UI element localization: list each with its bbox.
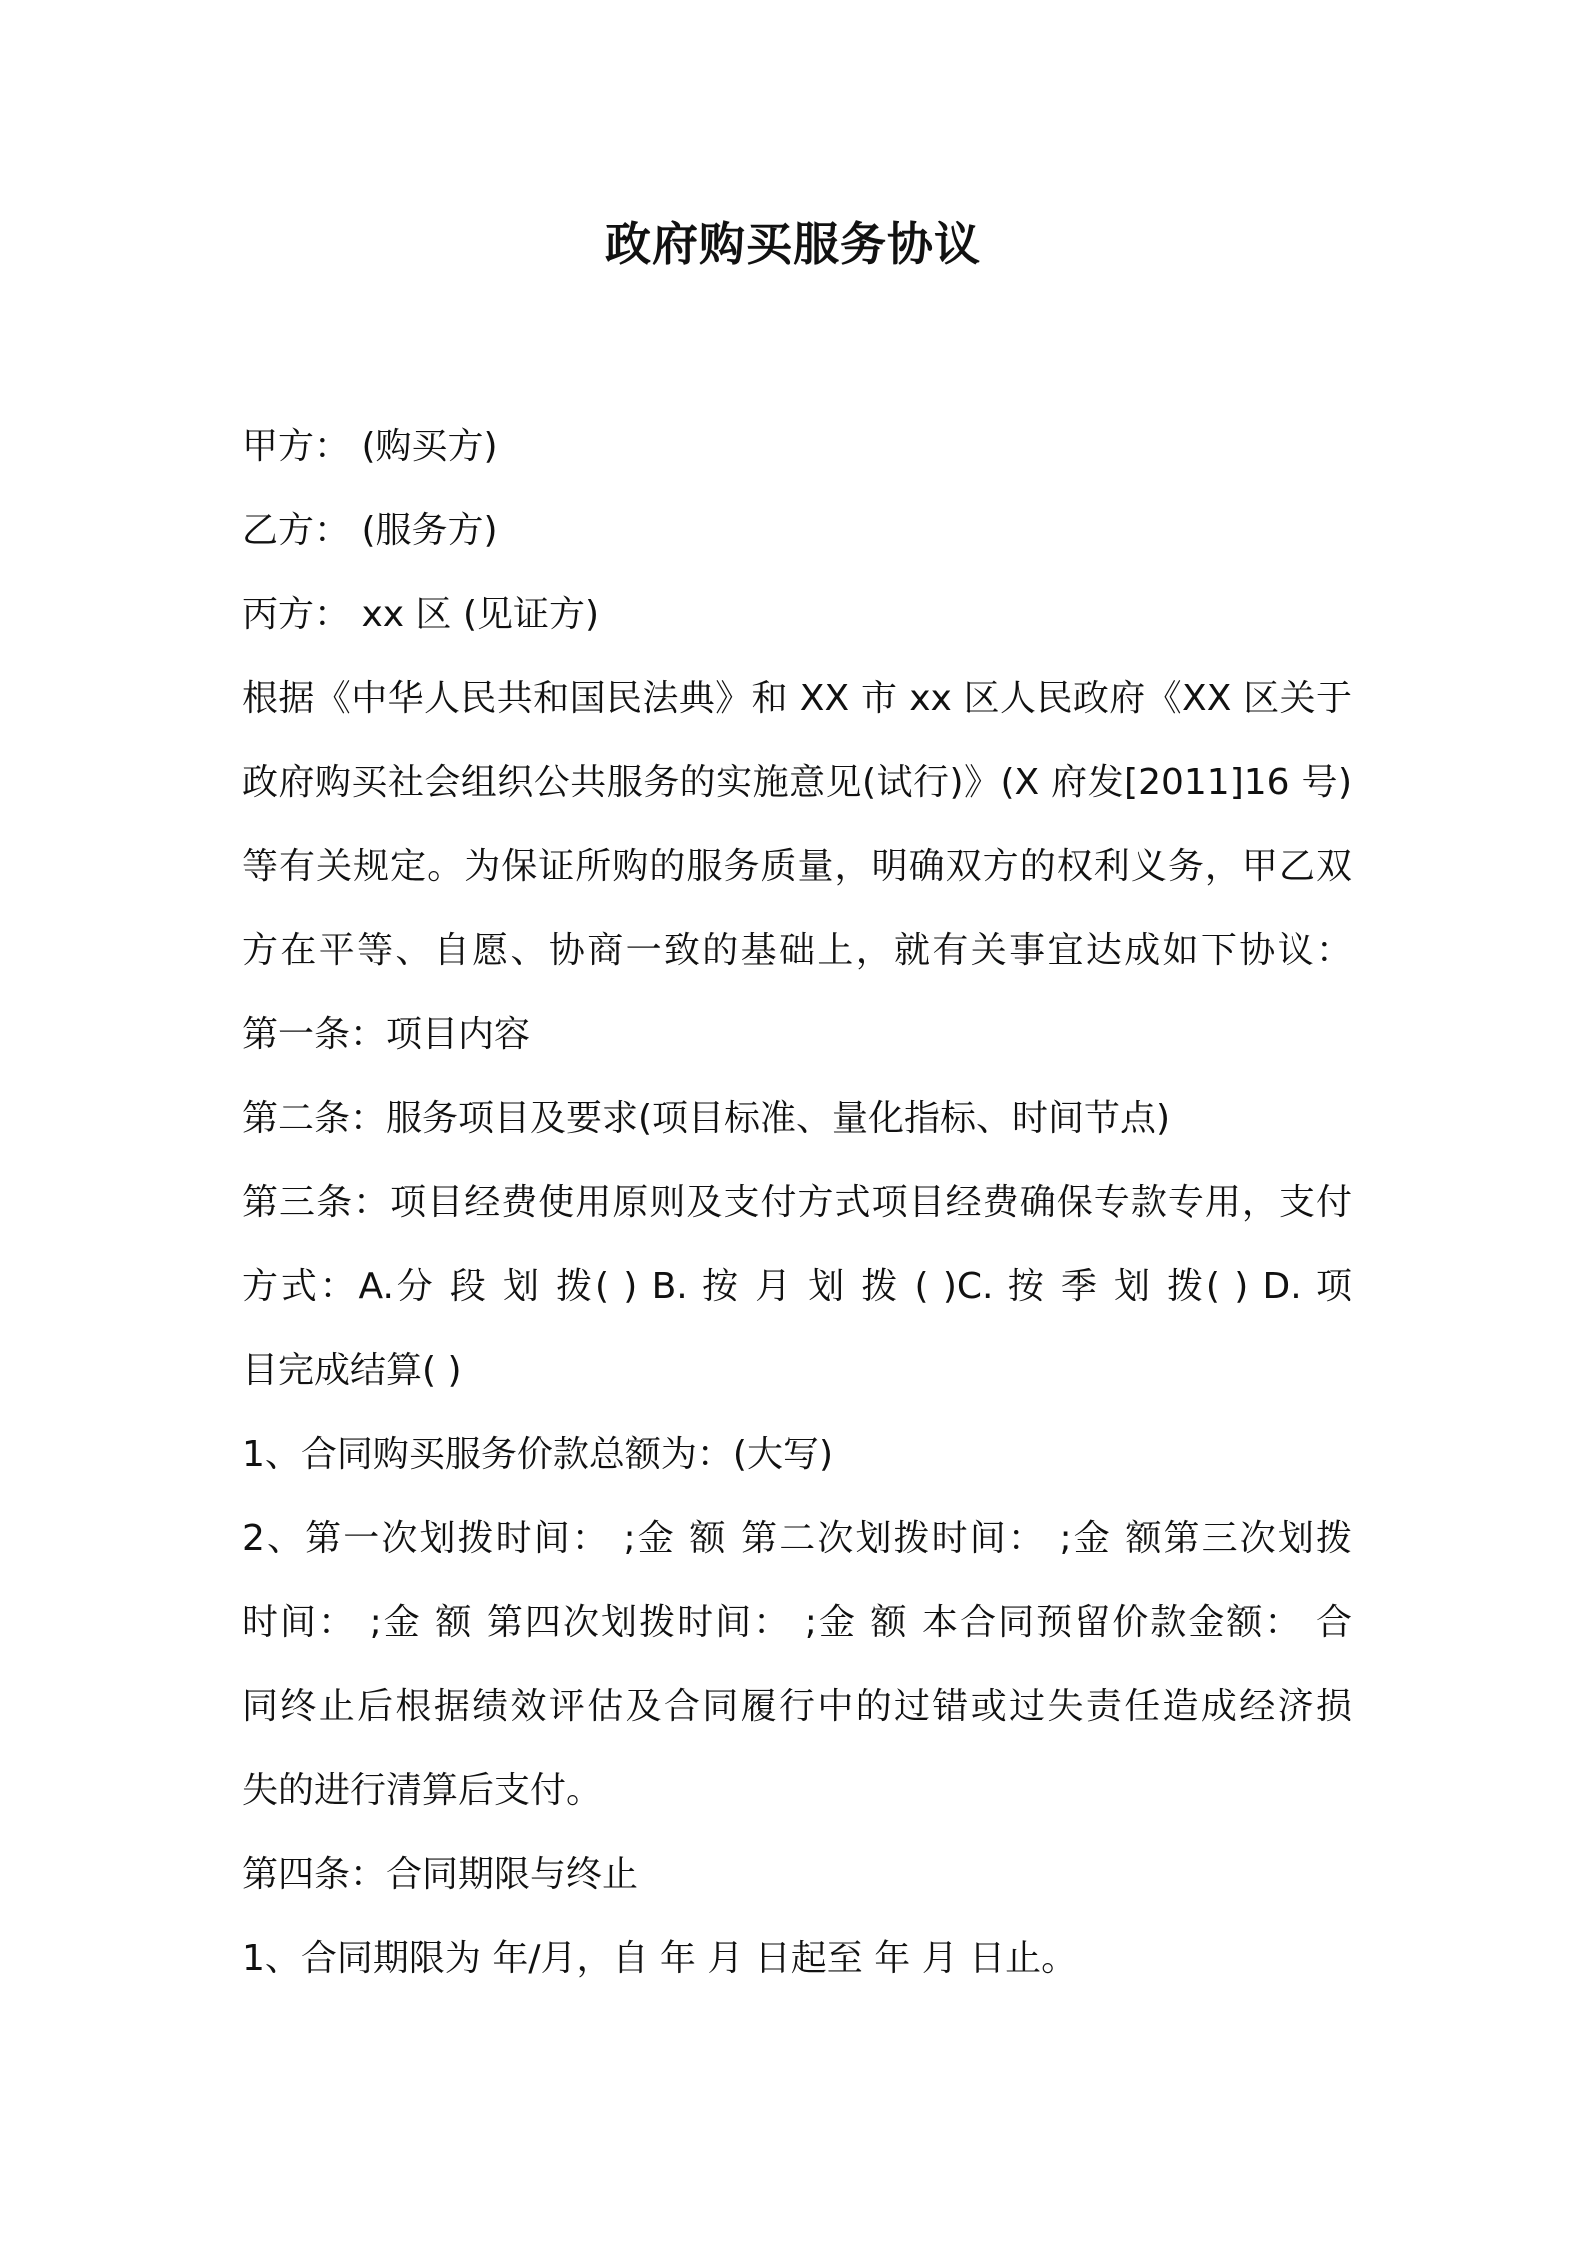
- article-1-heading: 第一条：项目内容: [242, 1014, 531, 1055]
- payment-schedule-line: 时间： ;金 额 第四次划拨时间： ;金 额 本合同预留价款金额： 合: [242, 1602, 1352, 1643]
- document-title: 政府购买服务协议: [605, 217, 981, 271]
- party-a-line: 甲方： (购买方): [242, 426, 498, 467]
- article-3-line: 目完成结算( ): [242, 1350, 462, 1391]
- preamble-line: 等有关规定。为保证所购的服务质量，明确双方的权利义务，甲乙双: [242, 846, 1352, 887]
- contract-term-line: 1、合同期限为 年/月，自 年 月 日起至 年 月 日止。: [242, 1938, 1078, 1979]
- payment-schedule-line: 2、第一次划拨时间： ;金 额 第二次划拨时间： ;金 额第三次划拨: [242, 1518, 1352, 1559]
- preamble-line: 政府购买社会组织公共服务的实施意见(试行)》(X 府发[2011]16 号): [242, 762, 1352, 803]
- payment-total-line: 1、合同购买服务价款总额为：(大写): [242, 1434, 833, 1475]
- payment-schedule-line: 失的进行清算后支付。: [242, 1770, 603, 1811]
- preamble-line: 根据《中华人民共和国民法典》和 XX 市 xx 区人民政府《XX 区关于: [242, 678, 1352, 719]
- payment-schedule-line: 同终止后根据绩效评估及合同履行中的过错或过失责任造成经济损: [242, 1686, 1352, 1727]
- party-c-line: 丙方： xx 区 (见证方): [242, 594, 600, 635]
- preamble-line: 方在平等、自愿、协商一致的基础上，就有关事宜达成如下协议：: [242, 930, 1352, 971]
- article-2-heading: 第二条：服务项目及要求(项目标准、量化指标、时间节点): [242, 1098, 1171, 1139]
- party-b-line: 乙方： (服务方): [242, 510, 498, 551]
- article-4-heading: 第四条：合同期限与终止: [242, 1854, 639, 1895]
- document-body: [242, 405, 1352, 2001]
- article-3-line: 方式：A.分 段 划 拨( ) B. 按 月 划 拨 ( )C. 按 季 划 拨( ) D. 项: [242, 1266, 1352, 1307]
- article-3-line: 第三条：项目经费使用原则及支付方式项目经费确保专款专用，支付: [242, 1182, 1352, 1223]
